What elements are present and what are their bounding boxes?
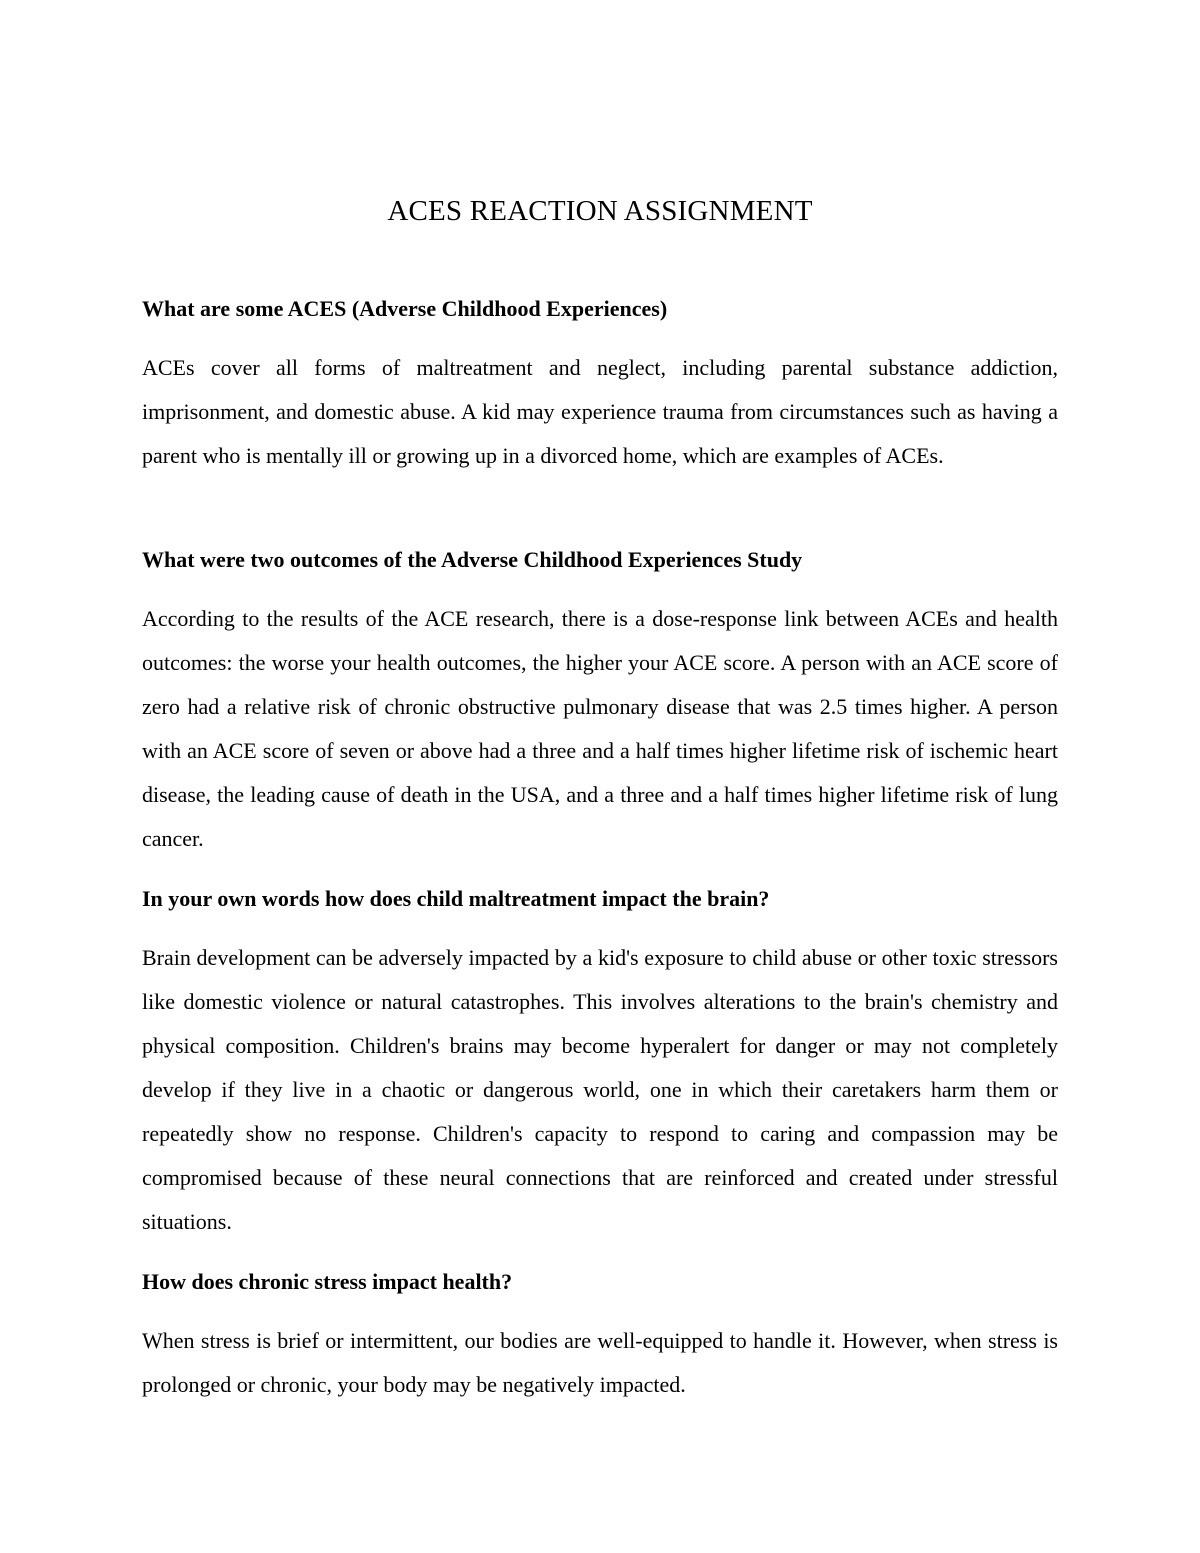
- question-4: How does chronic stress impact health?: [142, 1269, 513, 1294]
- question-1: What are some ACES (Adverse Childhood Experiences): [142, 296, 668, 321]
- answer-1: ACEs cover all forms of maltreatment and neglect, including parental substance addiction, imprisonment, and domestic abuse. A kid may experience trauma from circumstances such as having a parent who is mentally ill or growing up in a divorced home, which are examples of ACEs.: [142, 355, 1058, 468]
- answer-2: According to the results of the ACE research, there is a dose-response link between ACEs and health outcomes: the worse your health outcomes, the higher your ACE score. A person with an ACE score of zero had a relative risk of chronic obstructive pulmonary disease that was 2.5 times higher. A person with an ACE score of seven or above had a three and a half times higher lifetime risk of ischemic heart disease, the leading cause of death in the USA, and a three and a half times higher lifetime risk of lung cancer.: [142, 606, 1058, 851]
- answer-4: When stress is brief or intermittent, our bodies are well-equipped to handle it. However, when stress is prolonged or chronic, your body may be negatively impacted.: [142, 1328, 1058, 1397]
- document-title: ACES REACTION ASSIGNMENT: [387, 195, 813, 227]
- question-3: In your own words how does child maltreatment impact the brain?: [142, 886, 770, 911]
- answer-3: Brain development can be adversely impacted by a kid's exposure to child abuse or other toxic stressors like domestic violence or natural catastrophes. This involves alterations to the brain's chemistry and physical composition. Children's brains may become hyperalert for danger or may not completely develop if they live in a chaotic or dangerous world, one in which their caretakers harm them or repeatedly show no response. Children's capacity to respond to caring and compassion may be compromised because of these neural connections that are reinforced and created under stressful situations.: [142, 945, 1058, 1234]
- question-2: What were two outcomes of the Adverse Childhood Experiences Study: [142, 547, 803, 572]
